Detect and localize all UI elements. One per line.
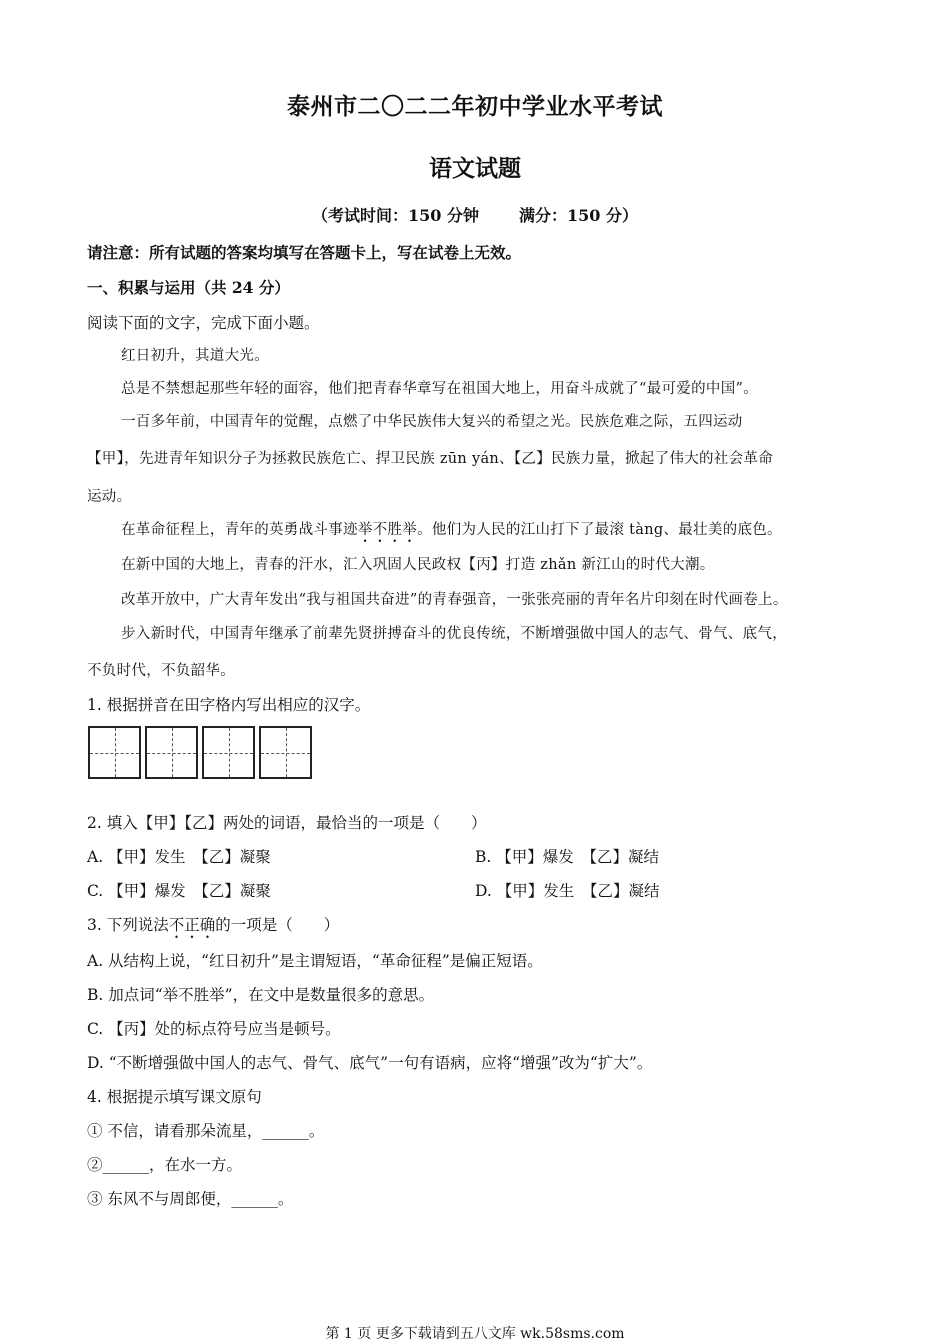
emphasis-char: 胜 [387,522,403,538]
passage-paragraph: 步入新时代，中国青年继承了前辈先贤拼搏奋斗的优良传统，不断增强做中国人的志气、骨气、底气， [121,626,787,642]
q2-option-b: B. 【甲】爆发 【乙】凝结 [475,848,659,866]
section-intro: 阅读下面的文字，完成下面小题。 [87,314,320,332]
question-4: 4. 根据提示填写课文原句 [87,1088,262,1106]
q3-option-c: C. 【丙】处的标点符号应当是顿号。 [87,1020,341,1038]
tianzige-cell[interactable] [88,726,141,779]
full-score: 满分：150 分） [519,206,638,225]
passage-paragraph: 在新中国的大地上，青春的汗水，汇入巩固人民政权【丙】打造 zhǎn 新江山的时代大潮。 [121,557,715,573]
emphasis-char: 不 [168,916,185,934]
tianzige-cell[interactable] [145,726,198,779]
passage-paragraph: 不负时代，不负韶华。 [87,663,235,679]
question-2: 2. 填入【甲】【乙】两处的词语，最恰当的一项是（ ） [87,814,487,832]
passage-paragraph: 【甲】，先进青年知识分子为拯救民族危亡、捍卫民族 zūn yán、【乙】民族力量，掀起了伟大的社会革命 [87,451,774,467]
exam-meta [0,203,950,226]
tianzige-grid [88,726,312,779]
passage-paragraph: 改革开放中，广大青年发出“我与祖国共奋进”的青春强音，一张张亮丽的青年名片印刻在时代画卷上。 [121,592,788,608]
q3-option-d: D. “不断增强做中国人的志气、骨气、底气”一句有语病，应将“增强”改为“扩大”。 [87,1054,653,1072]
q3-option-b: B. 加点词“举不胜举”，在文中是数量很多的意思。 [87,986,435,1004]
question-3: 3. 下列说法不正确的一项是（ ） [87,916,340,934]
q4-item-2: ②______，在水一方。 [87,1156,243,1174]
exam-subtitle: 语文试题 [429,155,521,182]
emphasis-char: 正 [184,916,200,934]
exam-time: （考试时间：150 分钟 [312,206,479,225]
q3-option-a: A. 从结构上说，“红日初升”是主谓短语，“革命征程”是偏正短语。 [87,952,543,970]
emphasis-char: 举 [357,522,373,538]
q2-option-d: D. 【甲】发生 【乙】凝结 [475,882,660,900]
passage-paragraph: 红日初升，其道大光。 [121,348,269,364]
page-footer: 第 1 页 更多下载请到五八文库 wk.58sms.com [325,1326,625,1342]
exam-title: 泰州市二〇二二年初中学业水平考试 [287,93,663,120]
tianzige-cell[interactable] [202,726,255,779]
passage-paragraph: 总是不禁想起那些年轻的面容，他们把青春华章写在祖国大地上，用奋斗成就了“最可爱的中国”。 [121,381,759,397]
emphasis-char: 确 [199,916,216,934]
passage-paragraph: 在革命征程上，青年的英勇战斗事迹举不胜举。他们为人民的江山打下了最滚 tàng、最壮美的底色。 [121,522,782,538]
emphasis-char: 举 [402,522,418,538]
question-1: 1. 根据拼音在田字格内写出相应的汉字。 [87,696,371,714]
q4-item-3: ③ 东风不与周郎便，______。 [87,1190,294,1208]
passage-paragraph: 运动。 [87,489,132,505]
q2-option-c: C. 【甲】爆发 【乙】凝聚 [87,882,271,900]
emphasis-char: 不 [372,522,388,538]
tianzige-cell[interactable] [259,726,312,779]
notice: 请注意：所有试题的答案均填写在答题卡上，写在试卷上无效。 [87,243,522,262]
q2-option-a: A. 【甲】发生 【乙】凝聚 [87,848,271,866]
section-heading: 一、积累与运用（共 24 分） [87,278,290,297]
passage-paragraph: 一百多年前，中国青年的觉醒，点燃了中华民族伟大复兴的希望之光。民族危难之际，五四运动 [121,414,743,430]
q4-item-1: ① 不信，请看那朵流星，______。 [87,1122,325,1140]
